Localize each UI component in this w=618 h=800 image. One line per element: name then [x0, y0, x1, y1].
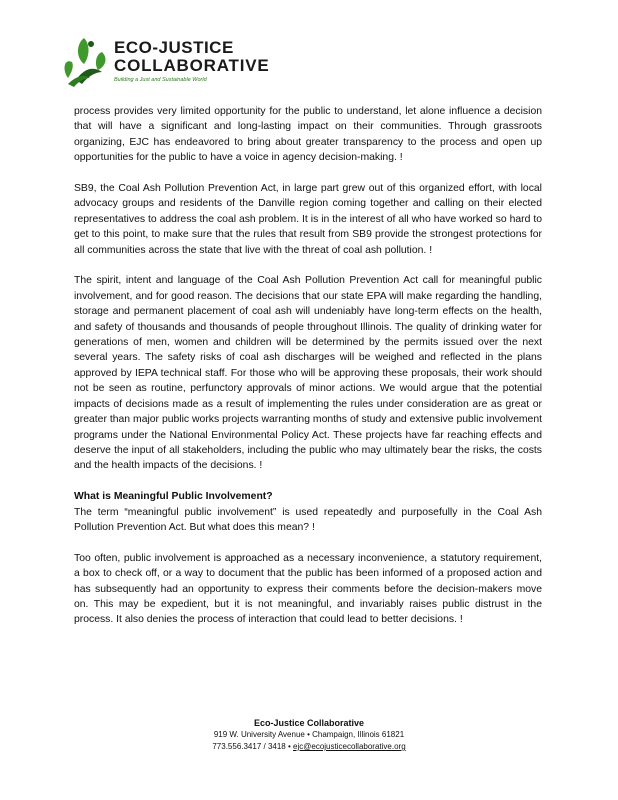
- paragraph-spirit-intent: The spirit, intent and language of the Coal Ash Pollution Prevention Act call for meaningful public involvement, and for good reason. The decisions that our state EPA will make regarding the handling, storage and permanent placement of coal ash will undeniably have long-term effects on the health, and safety of thousands and thousands of people throughout Illinois. The quality of drinking water for generations of men, women and children will be determined by the permits issued over the next several years. The safety risks of coal ash discharges will be weighed and reflected in the plans approved by IEPA technical staff. For those who will be approving these proposals, their work should not be seen as routine, perfunctory approvals of minor actions. We would argue that the potential impacts of decisions made as a result of implementing the rules under consideration are as great or greater than major public works projects warranting months of study and extensive public involvement programs under the National Environmental Policy Act. These projects have far reaching effects and deserve the input of all stakeholders, including the public who may ultimately bear the risks, the costs and the health impacts of the decisions. !: [74, 275, 542, 472]
- page-footer: [0, 717, 618, 753]
- footer-phone: 773.556.3417 / 3418: [212, 742, 286, 751]
- logo-tagline: Building a Just and Sustainable World: [114, 77, 207, 83]
- paragraph-sb9: SB9, the Coal Ash Pollution Prevention Act, in large part grew out of this organized effort, with local advocacy groups and residents of the Danville region coming together and calling on their elected representatives to address the coal ash problem. It is in the interest of all who have worked so hard to get to this point, to make sure that the rules that result from SB9 provide the strongest protections for all communities across the state that live with the threat of coal ash pollution. !: [74, 183, 542, 256]
- paragraph-term-definition: The term “meaningful public involvement” is used repeatedly and purposefully in the Coal Ash Pollution Prevention Act. But what does this mean? !: [74, 506, 542, 533]
- footer-contact-line: [0, 741, 618, 753]
- letter-body: [74, 104, 542, 643]
- paragraph-process: process provides very limited opportunity for the public to understand, let alone influence a decision that will have a significant and long-lasting impact on their communities. Through grassroots organizing, EJC has endeavored to bring about greater transparency to the process and open up opportunities for the public to have a voice in agency decision-making. !: [74, 106, 542, 164]
- logo-title-line2: COLLABORATIVE: [114, 56, 270, 75]
- footer-address: 919 W. University Avenue • Champaign, Illinois 61821: [213, 730, 405, 739]
- logo-title-line1: ECO-JUSTICE: [114, 38, 234, 57]
- ejc-logo: [62, 32, 270, 92]
- leaf-people-icon: [62, 32, 114, 88]
- paragraph-too-often: Too often, public involvement is approached as a necessary inconvenience, a statutory requirement, a box to check off, or a way to document that the public has been informed of a proposed action and has subsequently had an opportunity to express their comments before the decision-makers move on. This may be expedient, but it is not meaningful, and invariably raises public distrust in the process. It also denies the process of interaction that could lead to better decisions. !: [74, 552, 542, 626]
- footer-bullet: •: [287, 742, 291, 751]
- section-heading: What is Meaningful Public Involvement?: [74, 491, 273, 503]
- footer-email-link[interactable]: ejc@ecojusticecollaborative.org: [293, 742, 406, 751]
- footer-org-name: Eco-Justice Collaborative: [253, 718, 365, 728]
